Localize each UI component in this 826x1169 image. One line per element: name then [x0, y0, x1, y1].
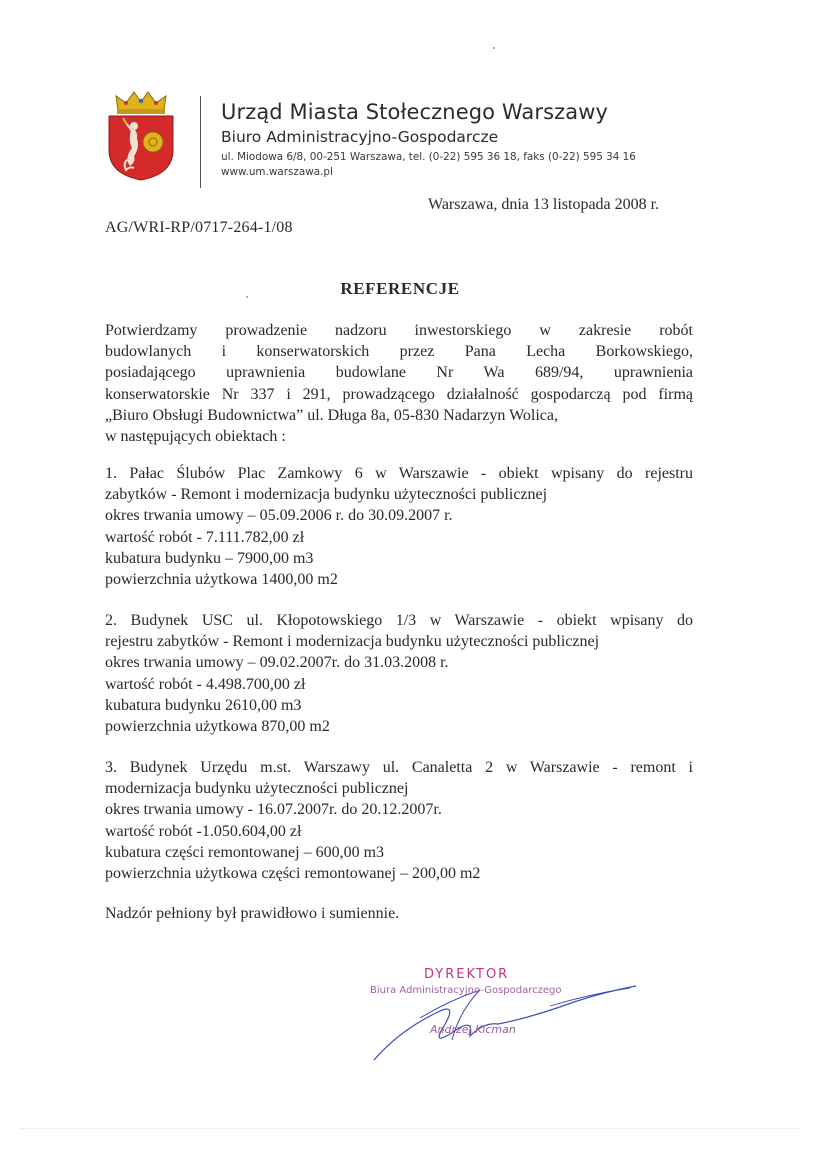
header-divider [200, 96, 201, 188]
intro-line: w następujących obiektach : [105, 428, 286, 446]
org-name: Urząd Miasta Stołecznego Warszawy [221, 100, 609, 124]
item-detail: okres trwania umowy – 05.09.2006 r. do 30.09.2007 r. [105, 507, 453, 525]
reference-number: AG/WRI-RP/0717-264-1/08 [105, 219, 293, 236]
item-heading: 2. Budynek USC ul. Kłopotowskiego 1/3 w Warszawie - obiekt wpisany do [105, 612, 693, 629]
item-detail: okres trwania umowy – 09.02.2007r. do 31.03.2008 r. [105, 654, 449, 672]
item-detail: powierzchnia użytkowa 870,00 m2 [105, 718, 330, 736]
list-item [105, 757, 693, 884]
item-detail: powierzchnia użytkowa 1400,00 m2 [105, 571, 338, 589]
item-detail: wartość robót - 4.498.700,00 zł [105, 675, 306, 693]
letterhead [221, 100, 636, 180]
intro-line: konserwatorskie Nr 337 i 291, prowadzącego działalność gospodarczą pod firmą [105, 385, 693, 403]
item-heading: 3. Budynek Urzędu m.st. Warszawy ul. Canaletta 2 w Warszawie - remont i [105, 759, 693, 776]
item-detail: kubatura budynku 2610,00 m3 [105, 696, 302, 714]
website-link[interactable]: www.um.warszawa.pl [221, 166, 333, 178]
warsaw-coat-of-arms-icon [104, 90, 178, 182]
intro-paragraph [105, 320, 693, 447]
intro-line: budowlanych i konserwatorskich przez Pana Lecha Borkowskiego, [105, 343, 693, 361]
scan-speck [246, 296, 248, 298]
item-detail: okres trwania umowy - 16.07.2007r. do 20.12.2007r. [105, 801, 442, 819]
date-line: Warszawa, dnia 13 listopada 2008 r. [428, 196, 660, 213]
item-detail: powierzchnia użytkowa części remontowanej – 200,00 m2 [105, 865, 481, 883]
item-heading: modernizacja budynku użyteczności publicznej [105, 780, 409, 798]
item-heading: zabytków - Remont i modernizacja budynku użyteczności publicznej [105, 486, 548, 504]
intro-line: Potwierdzamy prowadzenie nadzoru inwestorskiego w zakresie robót [105, 322, 693, 339]
item-detail: kubatura części remontowanej – 600,00 m3 [105, 843, 385, 861]
list-item [105, 610, 693, 737]
item-detail: kubatura budynku – 7900,00 m3 [105, 549, 314, 567]
stamp-title: DYREKTOR [424, 967, 510, 982]
scan-edge-line [20, 1128, 800, 1129]
intro-line: „Biuro Obsługi Budownictwa” ul. Długa 8a, 05-830 Nadarzyn Wolica, [105, 406, 558, 424]
signature-stamp [360, 960, 650, 1070]
item-heading: rejestru zabytków - Remont i modernizacja budynku użyteczności publicznej [105, 633, 600, 651]
address-line: ul. Miodowa 6/8, 00-251 Warszawa, tel. (0-22) 595 36 18, faks (0-22) 595 34 16 [221, 151, 636, 163]
item-detail: wartość robót -1.050.604,00 zł [105, 822, 302, 840]
document-title: REFERENCJE [340, 279, 460, 298]
department-name: Biuro Administracyjno-Gospodarcze [221, 128, 499, 146]
stamp-department: Biura Administracyjno-Gospodarczego [370, 985, 562, 996]
intro-line: posiadającego uprawnienia budowlane Nr Wa 689/94, uprawnienia [105, 364, 693, 382]
scan-speck [493, 47, 495, 49]
item-detail: wartość robót - 7.111.782,00 zł [105, 528, 305, 546]
list-item [105, 463, 693, 590]
closing-statement: Nadzór pełniony był prawidłowo i sumiennie. [105, 905, 400, 922]
item-heading: 1. Pałac Ślubów Plac Zamkowy 6 w Warszawie - obiekt wpisany do rejestru [105, 465, 693, 482]
stamp-name: Andrzej Kicman [430, 1023, 516, 1036]
